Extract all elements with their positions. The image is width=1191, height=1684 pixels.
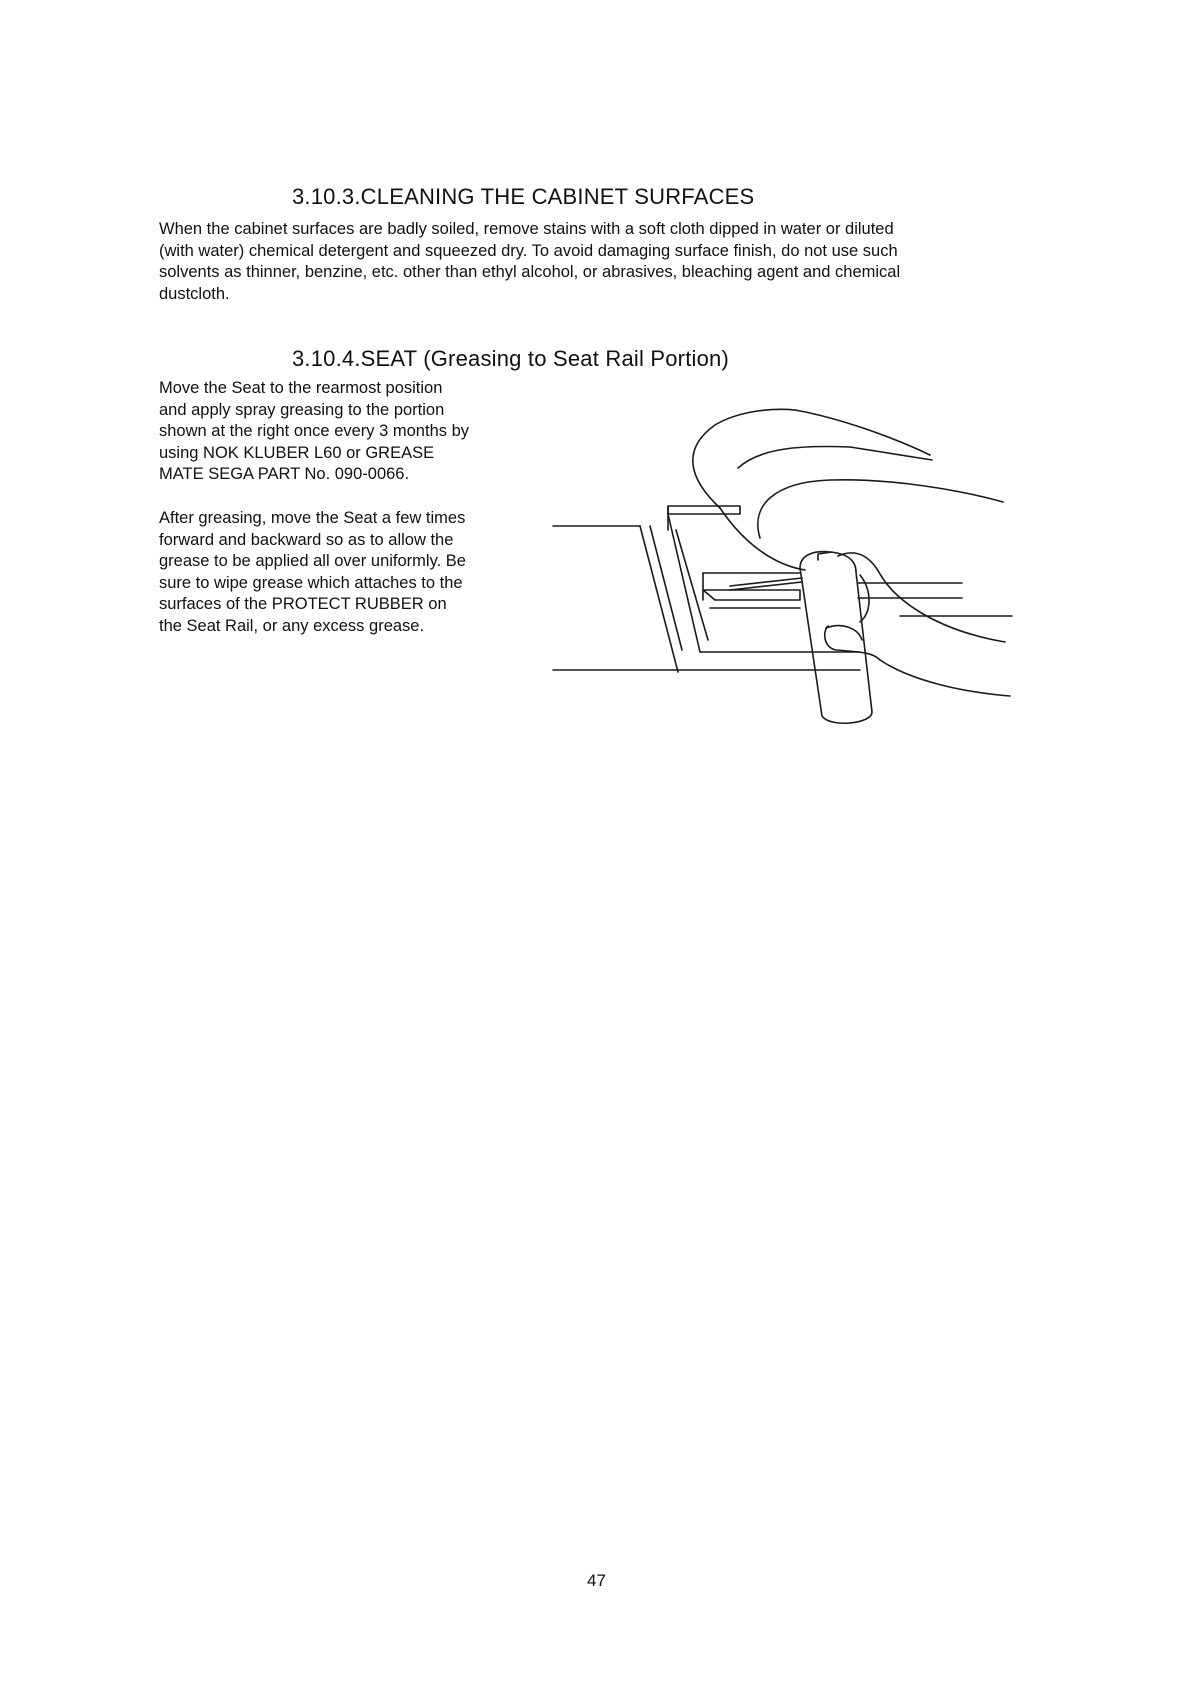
rail-edge [650, 526, 682, 650]
spray-nozzle [818, 552, 832, 560]
paragraph-line: When the cabinet surfaces are badly soiled, remove stains with a soft cloth dipped in water or diluted [159, 220, 894, 238]
rail-block [668, 506, 740, 514]
seat-greasing-followup [159, 508, 466, 637]
paragraph-line: using NOK KLUBER L60 or GREASE [159, 443, 435, 462]
paragraph-line: surfaces of the PROTECT RUBBER on [159, 595, 447, 613]
hand-finger [826, 626, 862, 640]
paragraph-line: Move the Seat to the rearmost position [159, 379, 443, 397]
section-title-seat-greasing: 3.10.4.SEAT (Greasing to Seat Rail Portion) [292, 346, 729, 371]
rail-track [703, 573, 800, 600]
paragraph-line: sure to wipe grease which attaches to the [159, 573, 463, 592]
paragraph-line: After greasing, move the Seat a few times [159, 509, 466, 527]
seat-outline [720, 508, 805, 570]
paragraph-line: grease to be applied all over uniformly. Be [159, 552, 466, 570]
spray-straw [730, 578, 802, 586]
paragraph-line: the Seat Rail, or any excess grease. [159, 616, 425, 635]
seat-outline [738, 446, 932, 468]
section-title-cleaning-cabinet: 3.10.3.CLEANING THE CABINET SURFACES [292, 184, 755, 209]
paragraph-line: MATE SEGA PART No. 090-0066. [159, 465, 410, 483]
seat-outline [758, 480, 1003, 538]
cleaning-cabinet-paragraph [159, 219, 1059, 305]
seat-outline [693, 409, 795, 508]
rail-edge [640, 526, 678, 672]
paragraph-line: (with water) chemical detergent and squeezed dry. To avoid damaging surface finish, do not use such [159, 241, 898, 260]
seat-greasing-instructions [159, 378, 469, 486]
page-number: 47 [587, 1571, 606, 1590]
paragraph-line: dustcloth. [159, 284, 230, 303]
spray-straw [730, 582, 802, 590]
seat-rail-greasing-illustration [546, 395, 1016, 730]
paragraph-line: solvents as thinner, benzine, etc. other than ethyl alcohol, or abrasives, bleaching agent and chemical [159, 263, 901, 281]
paragraph-line: and apply spray greasing to the portion [159, 400, 445, 419]
paragraph-line: shown at the right once every 3 months by [159, 422, 470, 440]
paragraph-line: forward and backward so as to allow the [159, 530, 454, 549]
